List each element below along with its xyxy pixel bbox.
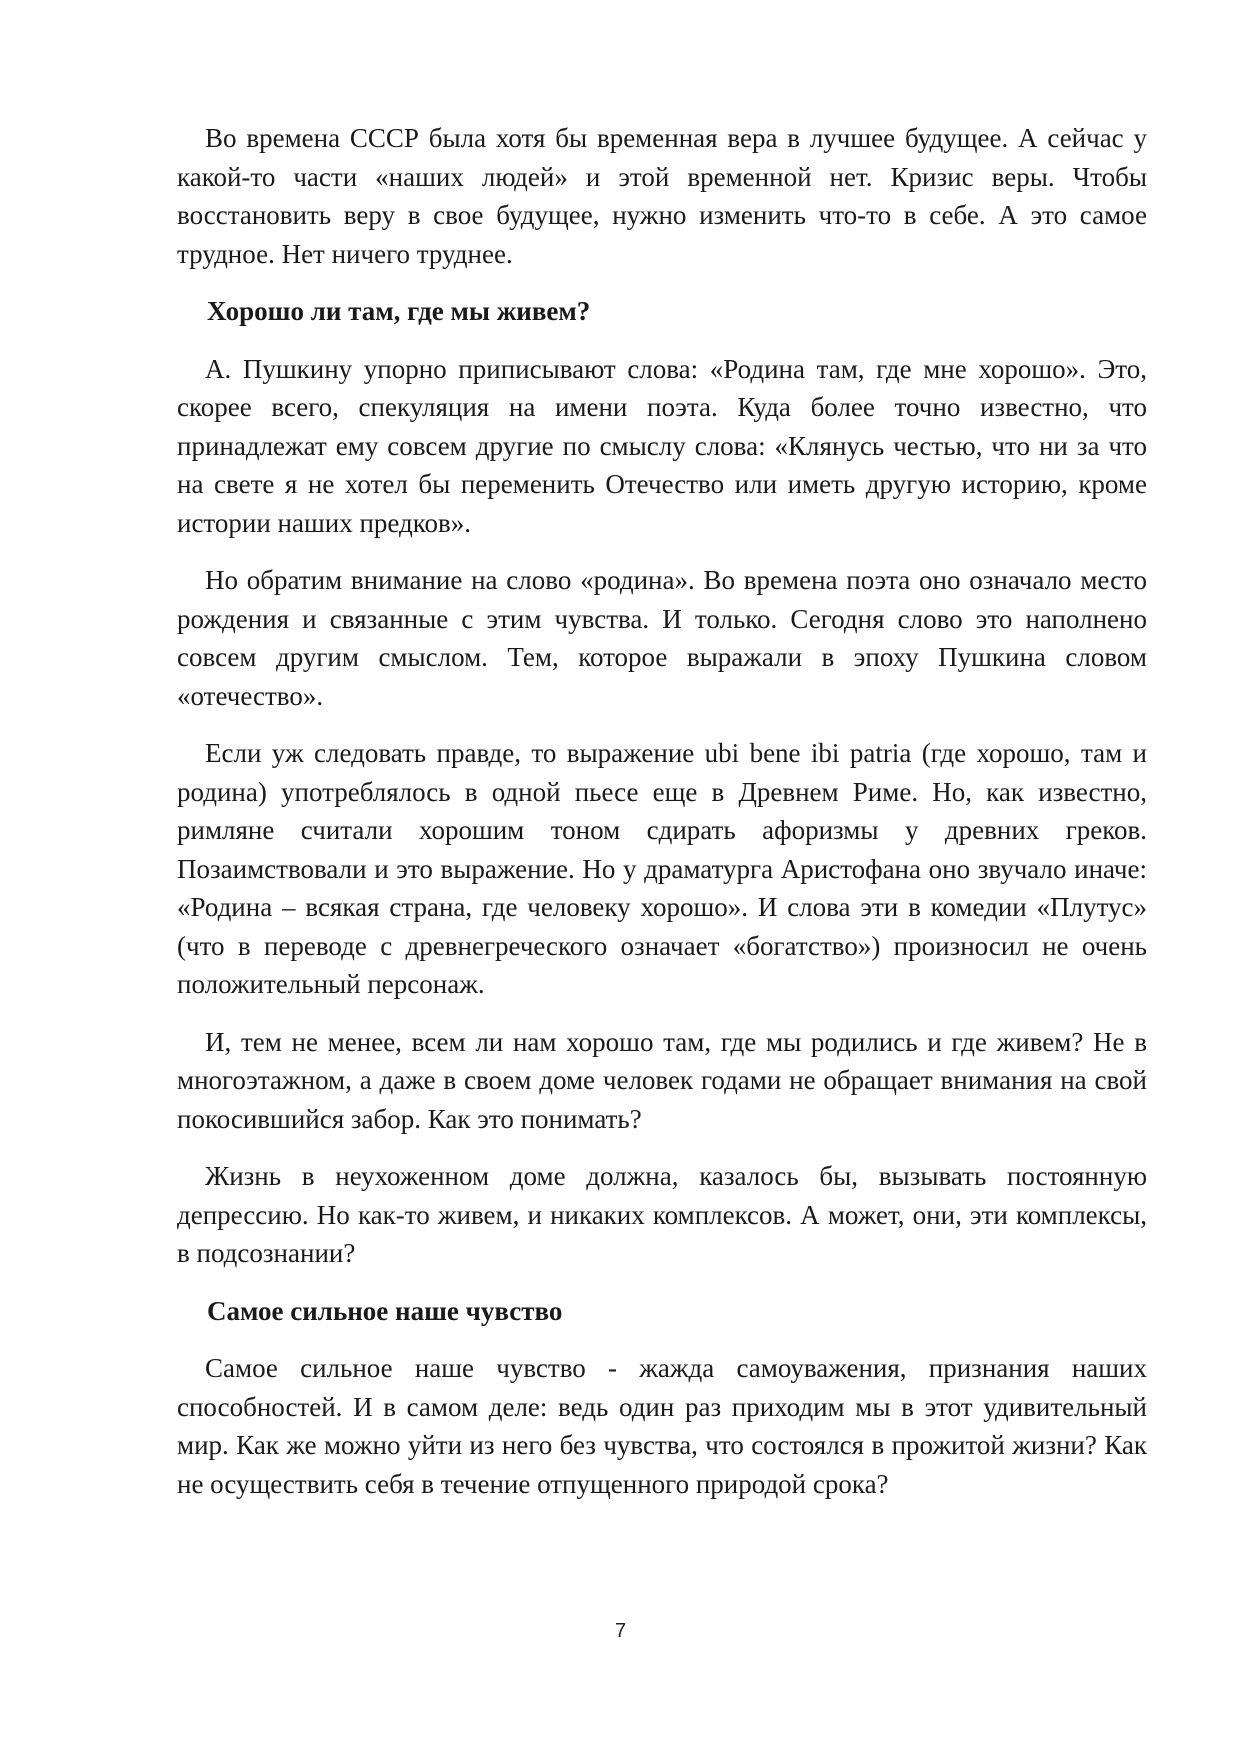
page-body bbox=[177, 119, 1147, 1522]
paragraph: Жизнь в неухоженном доме должна, казалось бы, вызывать постоянную депрессию. Но как-то живем, и никаких комплексов. А может, они, эти комплексы, в подсознании? bbox=[177, 1161, 1147, 1268]
paragraph: Во времена СССР была хотя бы временная вера в лучшее будущее. А сейчас у какой-то части «наших людей» и этой временной нет. Кризис веры. Чтобы восстановить веру в свое будущее, нужно изменить что-то в себе. А это самое трудное. Нет ничего труднее. bbox=[177, 123, 1147, 269]
paragraph: А. Пушкину упорно приписывают слова: «Родина там, где мне хорошо». Это, скорее всего, спекуляция на имени поэта. Куда более точно известно, что принадлежат ему совсем другие по смыслу слова: «Клянусь честью, что ни за что на свете я не хотел бы переменить Отечество или иметь другую историю, кроме истории наших предков». bbox=[177, 353, 1147, 538]
section-heading: Самое сильное наше чувство bbox=[207, 1295, 563, 1326]
section-heading: Хорошо ли там, где мы живем? bbox=[207, 296, 591, 326]
paragraph: Но обратим внимание на слово «родина». Во времена поэта оно означало место рождения и связанные с этим чувства. И только. Сегодня слово это наполнено совсем другим смыслом. Тем, которое выражали в эпоху Пушкина словом «отечество». bbox=[177, 565, 1147, 711]
paragraph: И, тем не менее, всем ли нам хорошо там, где мы родились и где живем? Не в многоэтажном, а даже в своем доме человек годами не обращает внимания на свой покосившийся забор. Как это понимать? bbox=[177, 1026, 1147, 1134]
page-number: 7 bbox=[614, 1620, 627, 1642]
paragraph: Если уж следовать правде, то выражение ubi bene ibi patria (где хорошо, там и родина) употреблялось в одной пьесе еще в Древнем Риме. Но, как известно, римляне считали хорошим тоном сдирать афоризмы у древних греков. Позаимствовали и это выражение. Но у драматурга Аристофана оно звучало иначе: «Родина – всякая страна, где человеку хорошо». И слова эти в комедии «Плутус» (что в переводе с древнегреческого означает «богатство») произносил не очень положительный персонаж. bbox=[177, 738, 1147, 999]
paragraph: Самое сильное наше чувство - жажда самоуважения, признания наших способностей. И в самом деле: ведь один раз приходим мы в этот удивительный мир. Как же можно уйти из него без чувства, что состоялся в прожитой жизни? Как не осуществить себя в течение отпущенного природой срока? bbox=[177, 1353, 1147, 1499]
